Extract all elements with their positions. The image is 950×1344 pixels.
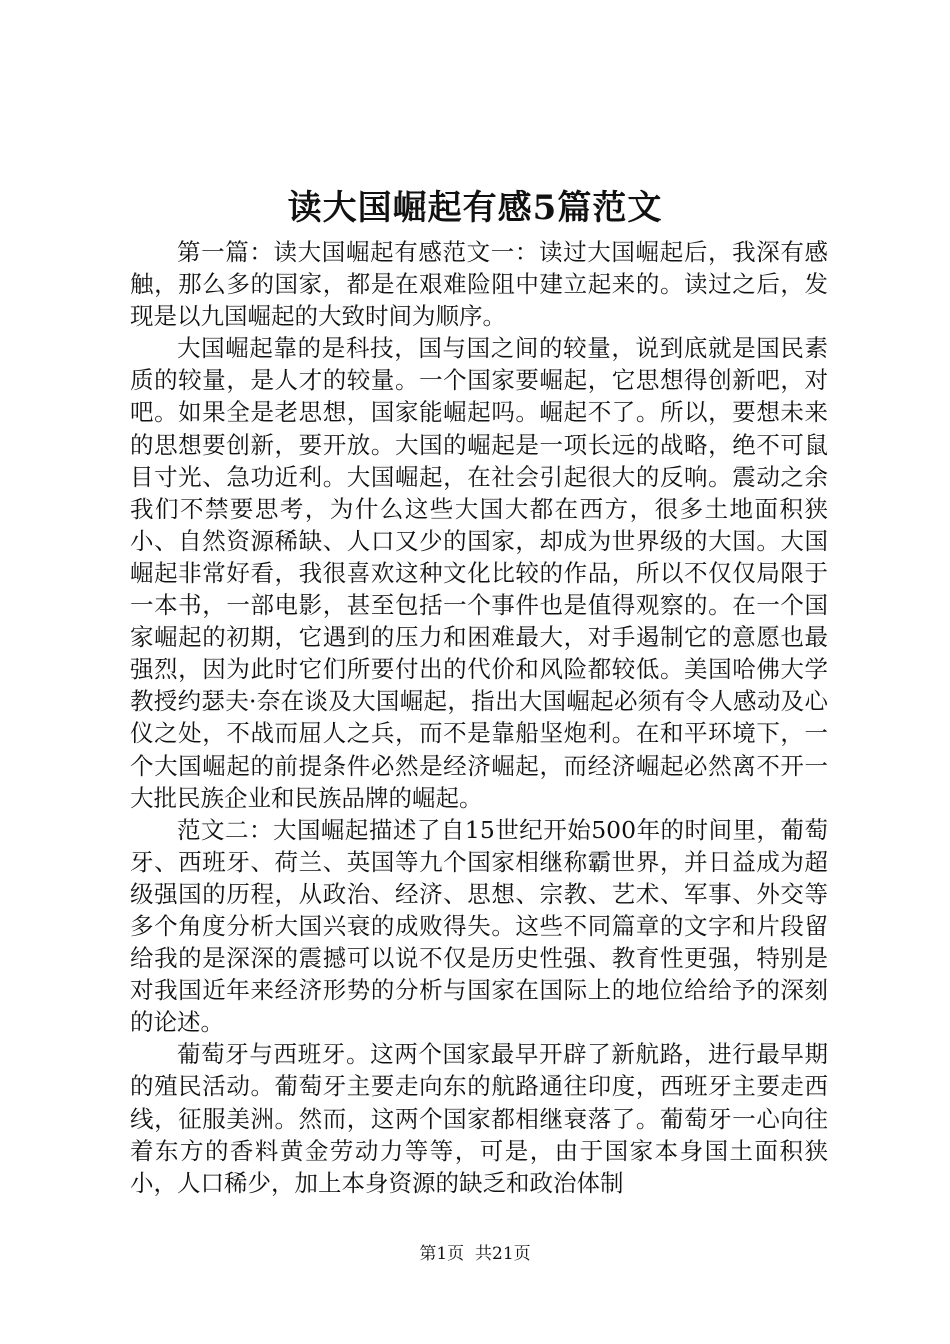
page-number: 第1页: [419, 1244, 465, 1264]
paragraph: 范文二：大国崛起描述了自15世纪开始500年的时间里，葡萄牙、西班牙、荷兰、英国等九个国家相继称霸世界，并日益成为超级强国的历程，从政治、经济、思想、宗教、艺术、军事、外交等多个角度分析大国兴衰的成败得失。这些不同篇章的文字和片段留给我的是深深的震撼可以说不仅是历史性强、教育性更强，特别是对我国近年来经济形势的分析与国家在国际上的地位给给予的深刻的论述。: [130, 815, 828, 1037]
document-title: 读大国崛起有感5篇范文: [287, 188, 663, 228]
paragraph: 葡萄牙与西班牙。这两个国家最早开辟了新航路，进行最早期的殖民活动。葡萄牙主要走向东的航路通往印度，西班牙主要走西线，征服美洲。然而，这两个国家都相继衰落了。葡萄牙一心向往着东方的香料黄金劳动力等等，可是，由于国家本身国土面积狭小，人口稀少，加上本身资源的缺乏和政治体制: [130, 1040, 828, 1197]
page-total: 共21页: [475, 1244, 531, 1264]
paragraph: 第一篇：读大国崛起有感范文一：读过大国崛起后，我深有感触，那么多的国家，都是在艰难险阻中建立起来的。读过之后，发现是以九国崛起的大致时间为顺序。: [130, 238, 828, 331]
document-body: [130, 236, 828, 1199]
paragraph: 大国崛起靠的是科技，国与国之间的较量，说到底就是国民素质的较量，是人才的较量。一个国家要崛起，它思想得创新吧，对吧。如果全是老思想，国家能崛起吗。崛起不了。所以，要想未来的思想要创新，要开放。大国的崛起是一项长远的战略，绝不可鼠目寸光、急功近利。大国崛起，在社会引起很大的反响。震动之余我们不禁要思考，为什么这些大国大都在西方，很多土地面积狭小、自然资源稀缺、人口又少的国家，却成为世界级的大国。大国崛起非常好看，我很喜欢这种文化比较的作品，所以不仅仅局限于一本书，一部电影，甚至包括一个事件也是值得观察的。在一个国家崛起的初期，它遇到的压力和困难最大，对手遏制它的意愿也最强烈，因为此时它们所要付出的代价和风险都较低。美国哈佛大学教授约瑟夫·奈在谈及大国崛起，指出大国崛起必须有令人感动及心仪之处，不战而屈人之兵，而不是靠船坚炮利。在和平环境下，一个大国崛起的前提条件必然是经济崛起，而经济崛起必然离不开一大批民族企业和民族品牌的崛起。: [130, 334, 828, 812]
page-footer: [0, 1243, 950, 1265]
